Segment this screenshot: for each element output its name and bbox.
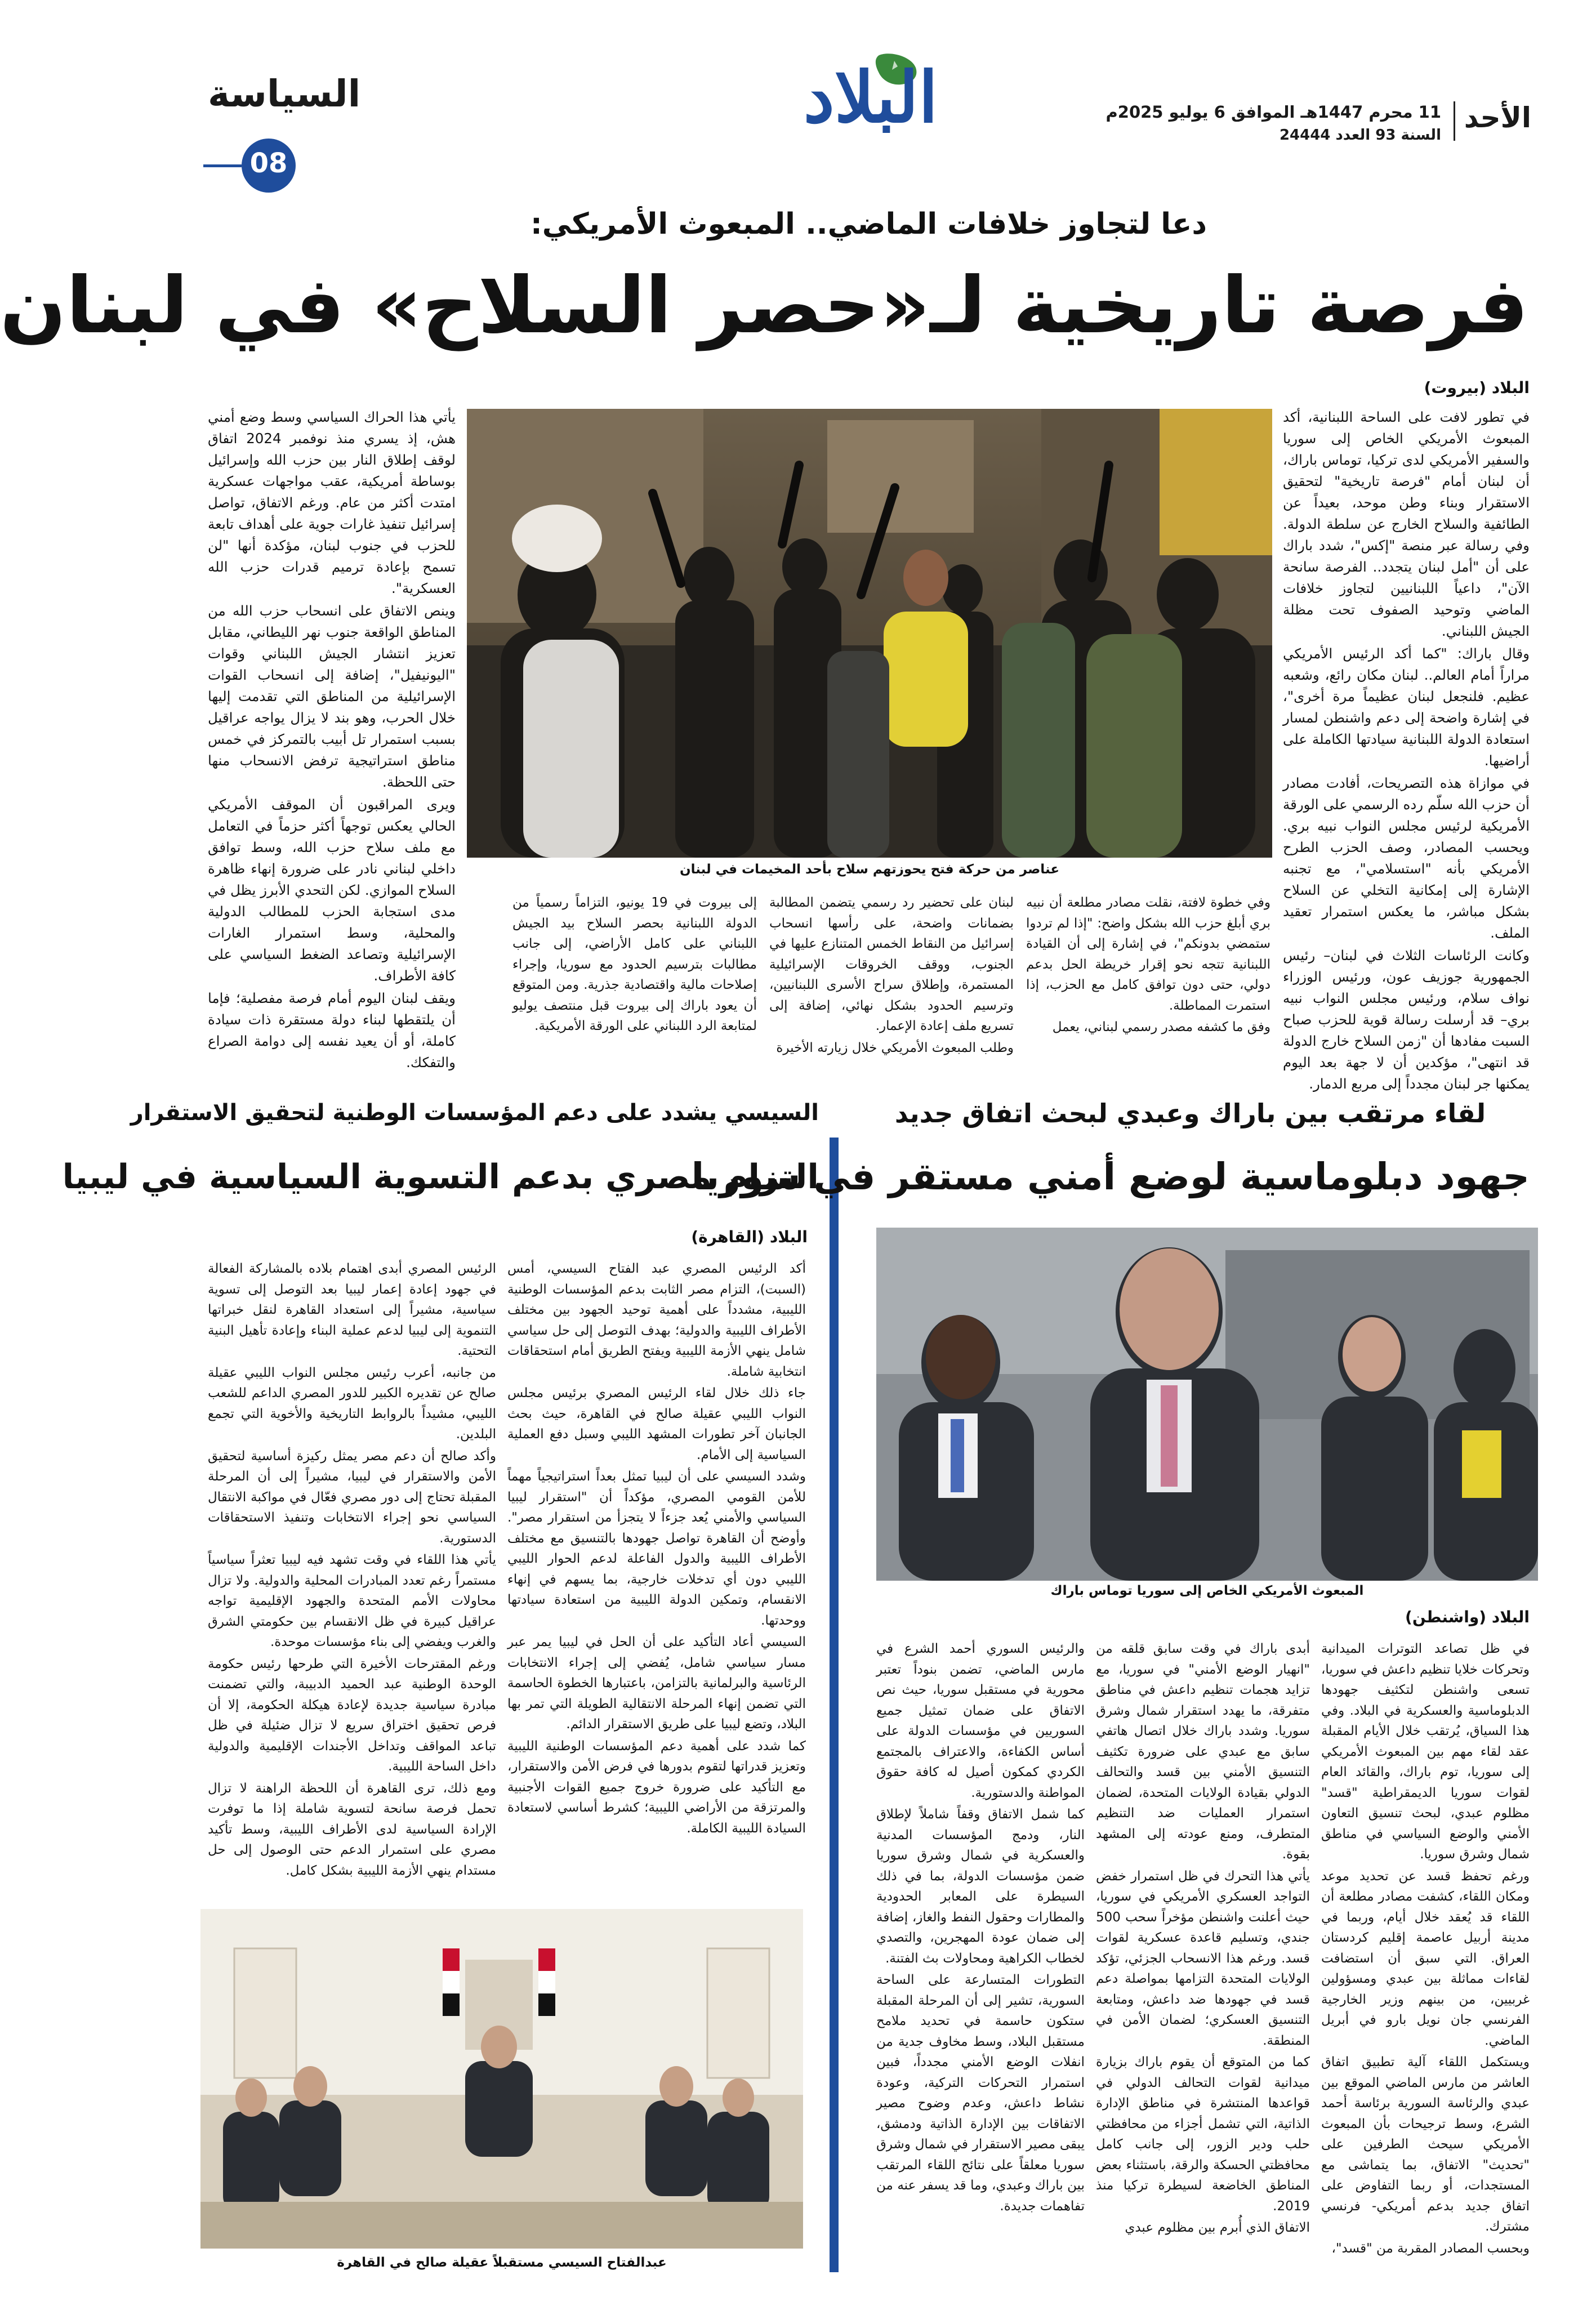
issue-line: السنة 93 العدد 24444	[1279, 127, 1441, 144]
lebanon-photo	[467, 409, 1272, 858]
paragraph: وينص الاتفاق على انسحاب حزب الله من المناطق الواقعة جنوب نهر الليطاني، مقابل تعزيز انتشار الجيش اللبناني وقوات "اليونيفيل"، إضافة إلى انسحاب القوات الإسرائيلية من المناطق التي تقدمت إليها خلال الحرب، وهو بند لا يزال يواجه عراقيل بسبب استمرار تل أبيب بالتمركز في خمس مناطق استراتيجية ترفض الانسحاب منها حتى اللحظة.	[208, 603, 456, 790]
vertical-divider	[830, 1138, 839, 2272]
envoy-portrait-image	[876, 1228, 1538, 1581]
syria-headline: جهود دبلوماسية لوضع أمني مستقر في سوريا	[691, 1155, 1530, 1198]
syria-column-1	[1321, 1639, 1530, 2275]
paragraph: جاء ذلك خلال لقاء الرئيس المصري برئيس مجلس النواب الليبي عقيلة صالح في القاهرة، حيث بحث الجانبان آخر تطورات المشهد الليبي وسبل دفع العملية السياسية إلى الأمام.	[507, 1386, 806, 1462]
paragraph: ويقف لبنان اليوم أمام فرصة مفصلية؛ فإما أن يلتقطها لبناء دولة مستقرة ذات سيادة كاملة، أو أن يعيد نفسه إلى دوامة الصراع والتفكك.	[208, 990, 456, 1071]
syria-byline: البلاد (واشنطن)	[1405, 1608, 1530, 1626]
libya-byline: البلاد (القاهرة)	[691, 1228, 808, 1246]
paragraph: ويستكمل اللقاء آلية تطبيق اتفاق العاشر من مارس الماضي الموقع بين عبدي والرئاسة السورية برئاسة أحمد الشرع، وسط ترجيحات بأن المبعوث الأمريكي سيحث الطرفين على "تحديث" الاتفاق، بما يتماشى مع المستجدات، أو ربما التفاوض على اتفاق جديد بدعم أمريكي- فرنسي مشترك.	[1321, 2055, 1530, 2234]
libya-headline: التزام مصري بدعم التسوية السياسية في ليبيا	[62, 1157, 819, 1197]
paragraph: من جانبه، أعرب رئيس مجلس النواب الليبي عقيلة صالح عن تقديره الكبير للدور المصري الداعم للشعب الليبي، مشيداً بالروابط التاريخية والأخوية التي تجمع البلدين.	[208, 1365, 496, 1442]
paragraph: كما شمل الاتفاق وقفاً شاملاً لإطلاق النار، ودمج المؤسسات المدنية والعسكرية في شمال وشرق سوريا ضمن مؤسسات الدولة، بما في ذلك السيطرة على المعابر الحدودية والمطارات وحقول النفط والغاز، إضافة إلى ضمان عودة المهجرين، والتصدي لخطاب الكراهية ومحاولات بث الفتنة.	[876, 1807, 1085, 1966]
paragraph: يأتي هذا التحرك في ظل استمرار خفض التواجد العسكري الأمريكي في سوريا، حيث أعلنت واشنطن مؤخراً سحب 500 جندي، وتسليم قاعدة عسكرية لقوات قسد. ورغم هذا الانسحاب الجزئي، تؤكد الولايات المتحدة التزامها بمواصلة دعم قسد في جهودها ضد داعش، ومتابعة التنسيق العسكري؛ لضمان الأمن في المنطقة.	[1096, 1868, 1310, 2048]
paragraph: في ظل تصاعد التوترات الميدانية وتحركات خلايا تنظيم داعش في سوريا، تسعى واشنطن لتكثيف جهودها الدبلوماسية والعسكرية في البلاد. وفي هذا السياق، يُرتقب خلال الأيام المقبلة عقد لقاء مهم بين المبعوث الأمريكي إلى سوريا، توم باراك، والقائد العام لقوات سوريا الديمقراطية "قسد" مظلوم عبدي، لبحث تنسيق التعاون الأمني والوضع السياسي في مناطق شمال وشرق سوريا.	[1321, 1642, 1530, 1862]
paragraph: ورغم المقترحات الأخيرة التي طرحها رئيس حكومة الوحدة الوطنية عبد الحميد الدبيبة، والتي تضمنت مبادرة سياسية جديدة لإعادة هيكلة الحكومة، إلا أن فرص تحقيق اختراق سريع لا تزال ضئيلة في ظل تباعد المواقف وتداخل الأجندات الإقليمية والدولية داخل الساحة الليبية.	[208, 1656, 496, 1774]
section-title: السياسة	[208, 72, 361, 115]
paragraph: كما شدد على أهمية دعم المؤسسات الوطنية الليبية وتعزيز قدراتها لتقوم بدورها في فرض الأمن والاستقرار، مع التأكيد على ضرورة خروج جميع القوات الأجنبية والمرتزقة من الأراضي الليبية؛ كشرط أساسي لاستعادة السيادة الليبية الكاملة.	[507, 1738, 806, 1836]
paragraph: يأتي هذا الحراك السياسي وسط وضع أمني هش، إذ يسري منذ نوفمبر 2024 اتفاق لوقف إطلاق النار بين حزب الله وإسرائيل بوساطة أمريكية، عقب مواجهات عسكرية امتدت أكثر من عام. ورغم الاتفاق، تواصل إسرائيل تنفيذ غارات جوية على أهداف تابعة للحزب في جنوب لبنان، مؤكدة أنها "لن تسمح بإعادة ترميم قدرات حزب الله العسكرية".	[208, 409, 456, 596]
syria-column-2	[1096, 1639, 1310, 2275]
syria-photo-caption: المبعوث الأمريكي الخاص إلى سوريا توماس باراك	[1050, 1584, 1364, 1598]
lebanon-column-2	[1026, 893, 1270, 1107]
syria-column-3	[876, 1639, 1085, 2275]
paragraph: والرئيس السوري أحمد الشرع في مارس الماضي، تضمن بنوداً تعتبر محورية في مستقبل سوريا، حيث نص الاتفاق على ضمان تمثيل جميع السوريين في مؤسسات الدولة على أساس الكفاءة، والاعتراف بالمجتمع الكردي كمكون أصيل له كافة حقوق المواطنة والدستورية.	[876, 1642, 1085, 1800]
paragraph: الرئيس المصري أبدى اهتمام بلاده بالمشاركة الفعالة في جهود إعادة إعمار ليبيا بعد التوصل إلى تسوية سياسية، مشيراً إلى استعداد القاهرة لنقل خبراتها التنموية إلى ليبيا لدعم عملية البناء وإعادة تأهيل البنية التحتية.	[208, 1261, 496, 1358]
syria-kicker: لقاء مرتقب بين باراك وعبدي لبحث اتفاق جديد	[894, 1098, 1486, 1129]
paragraph: أبدى باراك في وقت سابق قلقه من "انهيار الوضع الأمني" في سوريا، مع تزايد هجمات تنظيم داعش في مناطق متفرقة، ما يهدد استقرار شمال وشرق سوريا. وشدد باراك خلال اتصال هاتفي سابق مع عبدي على ضرورة تكثيف التنسيق الأمني بين قسد والتحالف الدولي بقيادة الولايات المتحدة، لضمان استمرار العمليات ضد التنظيم المتطرف، ومنع عودته إلى المشهد بقوة.	[1096, 1642, 1310, 1862]
paragraph: وأكد صالح أن دعم مصر يمثل ركيزة أساسية لتحقيق الأمن والاستقرار في ليبيا، مشيراً إلى أن المرحلة المقبلة تحتاج إلى دور مصري فعّال في مواكبة الانتقال السياسي نحو إجراء الانتخابات وتنفيذ الاستحقاقات الدستورية.	[208, 1448, 496, 1546]
lebanon-column-1	[1283, 407, 1530, 1109]
paragraph: في تطور لافت على الساحة اللبنانية، أكد المبعوث الأمريكي الخاص إلى سوريا والسفير الأمريكي لدى تركيا، توماس باراك، أن لبنان أمام "فرصة تاريخية" لتحقيق الاستقرار وبناء وطن موحد، بعيداً عن الطائفية والسلاح الخارج عن سلطة الدولة. وفي رسالة عبر منصة "إكس"، شدد باراك على أن "أمل لبنان يتجدد.. الفرصة سانحة الآن"، داعياً اللبنانيين لتجاوز خلافات الماضي وتوحيد الصفوف تحت مظلة الجيش اللبناني.	[1283, 409, 1530, 639]
paragraph: وبحسب المصادر المقربة من "قسد"،	[1331, 2241, 1530, 2256]
paragraph: أكد الرئيس المصري عبد الفتاح السيسي، أمس (السبت)، التزام مصر الثابت بدعم المؤسسات الوطنية الليبية، مشدداً على أهمية توحيد الجهود بين مختلف الأطراف الليبية والدولية؛ بهدف التوصل إلى حل سياسي شامل ينهي الأزمة الليبية ويفتح الطريق أمام استحقاقات انتخابية شاملة.	[507, 1261, 806, 1379]
paragraph: وشدد السيسي على أن ليبيا تمثل بعداً استراتيجياً مهماً للأمن القومي المصري، مؤكداً أن "استقرار ليبيا السياسي والأمني يُعد جزءاً لا يتجزأ من استقرار مصر". وأوضح أن القاهرة تواصل جهودها بالتنسيق مع مختلف الأطراف الليبية والدول الفاعلة لدعم الحوار الليبي الليبي دون أي تدخلات خارجية، بما يسهم في إنهاء الانقسام، وتمكين الدولة الليبية من استعادة سيادتها ووحدتها.	[507, 1469, 806, 1628]
lebanon-byline: البلاد (بيروت)	[1424, 378, 1530, 397]
lebanon-photo-caption: عناصر من حركة فتح يحوزتهم سلاح بأحد المخيمات في لبنان	[679, 862, 1060, 877]
page-number-rule	[203, 164, 242, 167]
lebanon-headline: فرصة تاريخية لـ«حصر السلاح» في لبنان	[0, 260, 1528, 351]
header-divider	[1454, 101, 1455, 141]
syria-photo	[876, 1228, 1538, 1581]
paragraph: وكانت الرئاسات الثلاث في لبنان– رئيس الجمهورية جوزيف عون، ورئيس الوزراء نواف سلام، ورئيس مجلس النواب نبيه بري– قد أرسلت رسالة قوية للحزب صباح السبت مفادها أن "زمن السلاح خارج الدولة قد انتهى"، مؤكدين أن لا جهة بعد اليوم يمكنها جر لبنان مجدداً إلى مربع الدمار.	[1283, 947, 1530, 1092]
page-number: 08	[249, 148, 288, 179]
masthead-logo	[764, 51, 978, 141]
paragraph: ويرى المراقبون أن الموقف الأمريكي الحالي يعكس توجهاً أكثر حزماً في التعامل مع ملف سلاح حزب الله، وسط توافق داخلي لبناني نادر على ضرورة إنهاء ظاهرة السلاح الموازي. لكن التحدي الأبرز يظل في مدى استجابة الحزب للمطالب الدولية والمحلية، وسط استمرار الغارات الإسرائيلية وتصاعد الضغط السياسي على كافة الأطراف.	[208, 796, 456, 984]
lebanon-column-5	[208, 407, 456, 1109]
lebanon-column-3	[769, 893, 1014, 1107]
header	[141, 0, 1596, 186]
paragraph: السيسي أعاد التأكيد على أن الحل في ليبيا يمر عبر مسار سياسي شامل، يُفضي إلى إجراء الانتخابات الرئاسية والبرلمانية بالتزامن، باعتبارها الخطوة الحاسمة التي تضمن إنهاء المرحلة الانتقالية الطويلة التي تمر بها البلاد، وتضع ليبيا على طريق الاستقرار الدائم.	[507, 1635, 806, 1732]
libya-kicker: السيسي يشدد على دعم المؤسسات الوطنية لتحقيق الاستقرار	[130, 1100, 819, 1126]
date-line: 11 محرم 1447هـ الموافق 6 يوليو 2025م	[1105, 102, 1441, 122]
paragraph: يأتي هذا اللقاء في وقت تشهد فيه ليبيا تعثراً سياسياً مستمراً رغم تعدد المبادرات المحلية والدولية. ولا تزال محاولات الأمم المتحدة والجهود الإقليمية تواجه عراقيل كبيرة في ظل الانقسام بين حكومتي الشرق والغرب ويفضي إلى بناء مؤسسات موحدة.	[208, 1553, 496, 1649]
libya-column-1	[507, 1259, 806, 1836]
paragraph: لبنان على تحضير رد رسمي يتضمن المطالبة بضمانات واضحة، على رأسها انسحاب إسرائيل من النقاط الخمس المتنازع عليها في الجنوب، ووقف الخروقات الإسرائيلية المستمرة، وإطلاق سراح الأسرى اللبنانيين، وترسيم الحدود بشكل نهائي، إضافة إلى تسريع ملف إعادة الإعمار.	[769, 895, 1014, 1033]
paragraph: وفي خطوة لافتة، نقلت مصادر مطلعة أن نبيه بري أبلغ حزب الله بشكل واضح: "إذا لم تردوا ستمضي بدونكم"، في إشارة إلى أن القيادة اللبنانية تتجه نحو إقرار خريطة الحل بدعم دولي، حتى دون توافق كامل مع الحزب، إذا استمرت المماطلة.	[1026, 895, 1270, 1013]
paragraph: ورغم تحفظ قسد عن تحديد موعد ومكان اللقاء، كشفت مصادر مطلعة أن اللقاء قد يُعقد خلال أيام، وربما في مدينة أربيل عاصمة إقليم كردستان العراق. التي سبق أن استضافت لقاءات مماثلة بين عبدي ومسؤولين غربيين، من بينهم وزير الخارجية الفرنسي جان نويل بارو في أبريل الماضي.	[1321, 1868, 1530, 2048]
paragraph: التطورات المتسارعة على الساحة السورية، تشير إلى أن المرحلة المقبلة ستكون حاسمة في تحديد ملامح مستقبل البلاد، وسط مخاوف جدية من انفلات الوضع الأمني مجدداً، فبين استمرار التحركات التركية، وعودة نشاط داعش، وعدم وضوح مصير الاتفاقات بين الإدارة الذاتية ودمشق، يبقى مصير الاستقرار في شمال وشرق سوريا معلقاً على نتائج اللقاء المرتقب بين باراك وعبدي، وما قد يسفر عنه من تفاهمات جديدة.	[876, 1973, 1085, 2214]
libya-column-2	[208, 1259, 496, 1895]
lebanon-column-4	[512, 893, 757, 1107]
paragraph: كما من المتوقع أن يقوم باراك بزيارة ميدانية لقوات التحالف الدولي في قواعدها المنتشرة في مناطق الإدارة الذاتية، التي تشمل أجزاء من محافظتي حلب ودير الزور، إلى جانب كامل محافظتي الحسكة والرقة، باستثناء بعض المناطق الخاضعة لسيطرة تركيا منذ 2019.	[1096, 2055, 1310, 2214]
paragraph: وقال باراك: "كما أكد الرئيس الأمريكي مراراً أمام العالم.. لبنان مكان رائع، وشعبه عظيم. فلنجعل لبنان عظيماً مرة أخرى"، في إشارة واضحة إلى دعم واشنطن لمسار استعادة الدولة اللبنانية سيادتها الكاملة على أراضيها.	[1283, 645, 1530, 769]
paragraph: إلى بيروت في 19 يونيو، التزاماً رسمياً من الدولة اللبنانية بحصر السلاح بيد الجيش اللبناني على كامل الأراضي، إلى جانب مطالبات بترسيم الحدود مع سوريا، وإجراء إصلاحات مالية واقتصادية جذرية. ومن المتوقع أن يعود باراك إلى بيروت قبل منتصف يوليو لمتابعة الرد اللبناني على الورقة الأمريكية.	[512, 895, 757, 1033]
paragraph: وفق ما كشفه مصدر رسمي لبناني، يعمل	[1052, 1020, 1270, 1034]
paragraph: في موازاة هذه التصريحات، أفادت مصادر أن حزب الله سلّم رده الرسمي على الورقة الأمريكية لرئيس مجلس النواب نبيه بري. ويحسب المصادر، وصف الحزب الطرح الأمريكي بأنه "استسلامي"، مع تجنبه الإشارة إلى إمكانية التخلي عن السلاح بشكل مباشر، ما يعكس استمرار تعقيد الملف.	[1283, 775, 1530, 941]
libya-photo-caption: عبدالفتاح السيسي مستقبلاً عقيلة صالح في القاهرة	[337, 2255, 667, 2270]
armed-crowd-image	[467, 409, 1272, 858]
paragraph: ومع ذلك، ترى القاهرة أن اللحظة الراهنة لا تزال تحمل فرصة سانحة لتسوية شاملة إذا ما توفرت الإرادة السياسية لدى الأطراف الليبية، وسط تأكيد مصري على استمرار الدعم حتى الوصول إلى حل مستدام ينهي الأزمة الليبية بشكل كامل.	[208, 1781, 496, 1878]
libya-photo	[200, 1909, 803, 2249]
day-label: الأحد	[1464, 101, 1531, 134]
masthead-title: البلاد	[803, 57, 938, 139]
paragraph: الاتفاق الذي أُبرم بين مظلوم عبدي	[1125, 2220, 1310, 2235]
paragraph: وطلب المبعوث الأمريكي خلال زيارته الأخيرة	[776, 1040, 1014, 1055]
lebanon-kicker: دعا لتجاوز خلافات الماضي.. المبعوث الأمريكي:	[530, 207, 1207, 241]
meeting-hall-image	[200, 1909, 803, 2249]
